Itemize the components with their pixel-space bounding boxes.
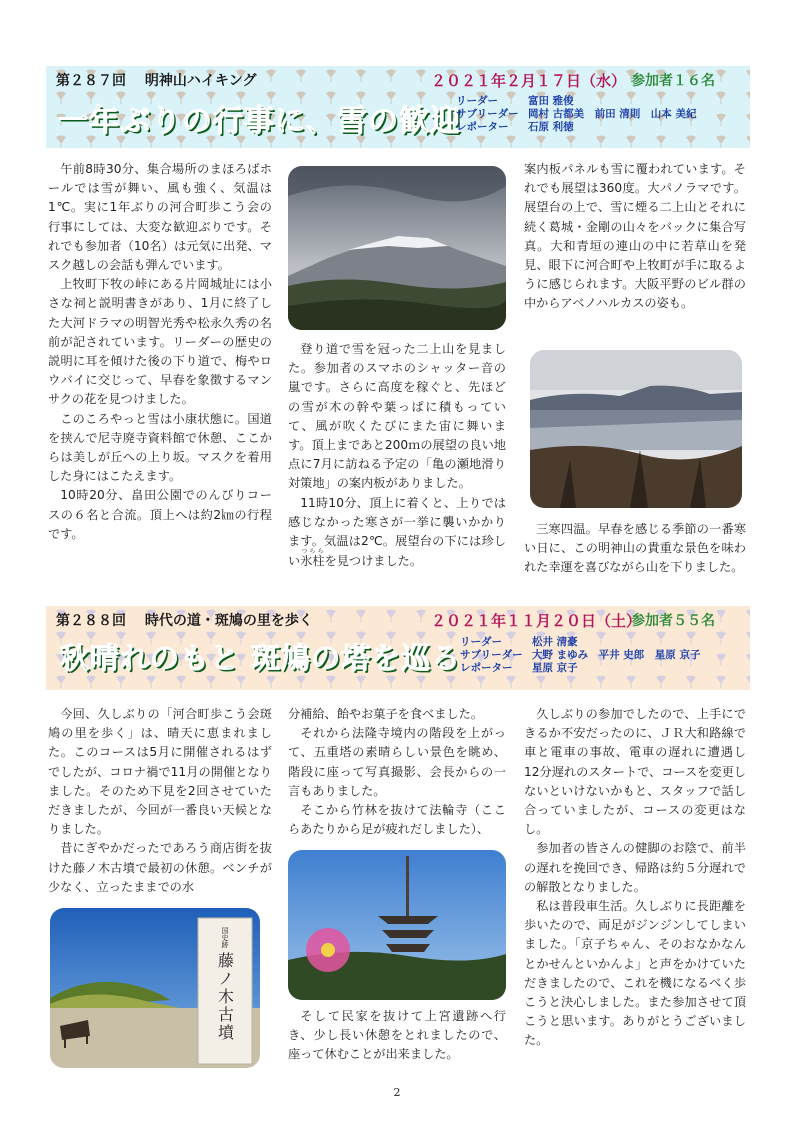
paragraph: 11時10分、頂上に着くと、上りでは感じなかった寒さが一挙に襲いかかります。気温は2℃。展望台の下には珍しい氷柱つららを見つけました。: [288, 495, 506, 569]
paragraph: それから法隆寺境内の階段を上がって、五重塔の素晴らしい景色を眺め、階段に座って写真撮影、会長からの一言もありました。: [288, 726, 506, 798]
paragraph: そして民家を抜けて上宮遺跡へ行き、少し長い休憩をとれましたので、座って休むことが出来ました。: [288, 1009, 506, 1062]
paragraph: 分補給、飴やお菓子を食べました。: [288, 707, 483, 721]
sign-small-text: 国史跡: [221, 926, 229, 948]
article2-column2-lower: [288, 1007, 506, 1065]
article2-participants: 参加者５５名: [631, 613, 715, 629]
page-number: 2: [393, 1086, 401, 1099]
article1-participants: 参加者１６名: [631, 73, 715, 89]
paragraph: 私は普段車生活。久しぶりに長距離を歩いたので、両足がジンジンしてしまいました。「京子ちゃん、そのおなかなんとかせんといかんよ」と声をかけていただきましたので、これを機になるべく歩こうと決心しました。また参加させて頂こうと思います。ありがとうございました。: [524, 899, 746, 1048]
article1-column3-lower: [524, 520, 746, 578]
paragraph: 昔にぎやかだったであろう商店街を抜けた藤ノ木古墳で最初の休憩。ベンチが少なく、立ったままでの水: [48, 841, 272, 894]
paragraph: 案内板パネルも雪に覆われています。それでも展望は360度。大パノラマです。展望台の上で、雪に煙る二上山とそれに続く葛城・金剛の山々をバックに集合写真。大和青垣の連山の中に若草山を発見、眼下に河合町や上牧町が手に取るように感じられます。大阪平野のビル群の中からアベノハルカスの姿も。: [524, 162, 746, 311]
staff-row: サブリーダー 岡村 古都美 前田 清則 山本 美紀: [456, 108, 697, 120]
article2-headline: 秋晴れのもと 斑鳩の塔を巡る: [60, 641, 462, 675]
article2-column2: [288, 705, 506, 839]
article1-column1: [48, 160, 272, 544]
staff-row: レポーター 星原 京子: [460, 662, 578, 674]
article2-staff: [460, 636, 700, 675]
paragraph: 上牧町下牧の峠にある片岡城址には小さな祠と説明書きがあり、1月に終了した大河ドラマの明智光秀や松永久秀の名前が記されています。リーダーの歴史の説明に耳を傾けた後の下り道で、梅やロウバイに交じって、早春を象徴するマンサクの花を見つけました。: [48, 277, 272, 407]
article1-title: [56, 70, 256, 90]
article1-staff: [456, 95, 696, 134]
article1-event: 明神山ハイキング: [144, 73, 257, 89]
kofun-sign: [200, 924, 250, 1042]
article2-column1: [48, 705, 272, 897]
paragraph: 午前8時30分、集合場所のまほろばホールでは雪が舞い、風も強く、気温は1℃。実に1年ぶりの河合町歩こう会の行事にしては、大変な歓迎ぶりです。それでも参加者（10名）は元気に出発、マスク越しの会話も弾んでいます。: [48, 162, 272, 273]
paragraph: 今回、久しぶりの「河合町歩こう会斑鳩の里を歩く」は、晴天に恵まれました。このコースは5月に開催されるはずでしたが、コロナ禍で11月の開催となりました。そのため下見を2回させていただきましたが、今回が一番良い天候となりました。: [48, 707, 272, 837]
paragraph: 三寒四温。早春を感じる季節の一番寒い日に、この明神山の貴重な景色を味われた幸運を喜びながら山を下りました。: [524, 522, 746, 575]
article1-number: 第２８７回: [56, 73, 126, 89]
paragraph: 10時20分、畠田公園でのんびりコースの６名と合流。頂上へは約2㎞の行程です。: [48, 488, 272, 541]
article2-date: ２０２１年１１月２０日（土）: [431, 612, 642, 630]
article1-date: ２０２１年２月１７日（水）: [431, 72, 627, 90]
staff-row: リーダー 富田 雅俊: [456, 95, 574, 107]
article2-number: 第２８８回: [56, 613, 126, 629]
staff-row: レポーター 石原 利徳: [456, 121, 574, 133]
panorama-photo: [530, 350, 742, 508]
paragraph: 参加者の皆さんの健脚のお陰で、前半の遅れを挽回でき、帰路は約５分遅れでの解散となりました。: [524, 841, 746, 894]
paragraph: このころやっと雪は小康状態に。国道を挟んで尼寺廃寺資料館で休憩、ここからは美しが丘への上り坂。マスクを着用した身にはこたえます。: [48, 411, 272, 484]
snowy-mountain-photo: [288, 166, 506, 330]
article1-column3: [524, 160, 746, 314]
pagoda-cosmos-photo: [288, 850, 506, 1000]
staff-row: サブリーダー 大野 まゆみ 平井 史郎 星原 京子: [460, 649, 701, 661]
paragraph: 久しぶりの参加でしたので、上手にできるか不安だったのに、ＪＲ大和路線で車と電車の事故、電車の遅れに遭遇し12分遅れのスタートで、コースを変更しないといけないかもと、スタッフで話し合っていましたが、コースの変更はなし。: [524, 707, 746, 837]
staff-row: リーダー 松井 清豪: [460, 636, 578, 648]
ruby-text: 氷柱つらら: [300, 548, 325, 569]
article2-event: 時代の道・斑鳩の里を歩く: [144, 613, 313, 629]
article1-headline: 一年ぶりの行事に、雪の歓迎: [58, 104, 461, 139]
article2-column3: [524, 705, 746, 1051]
article2-title: [56, 610, 313, 630]
sign-main-text: 藤ノ木古墳: [215, 952, 235, 1042]
paragraph: 登り道で雪を冠った二上山を見ました。参加者のスマホのシャッター音の嵐です。さらに高度を稼ぐと、先ほどの雪が木の幹や葉っぱに積もっていて、風が吹くたびにまた宙に舞います。頂上まであと200ｍの展望の良い地点に7月に訪ねる予定の「亀の瀬地滑り対策地」の案内板がありました。: [288, 342, 506, 491]
article1-column2: [288, 340, 506, 571]
paragraph: そこから竹林を抜けて法輪寺（ここらあたりから足が疲れだしました）、: [288, 803, 506, 837]
fujinoki-kofun-photo: [50, 908, 260, 1068]
